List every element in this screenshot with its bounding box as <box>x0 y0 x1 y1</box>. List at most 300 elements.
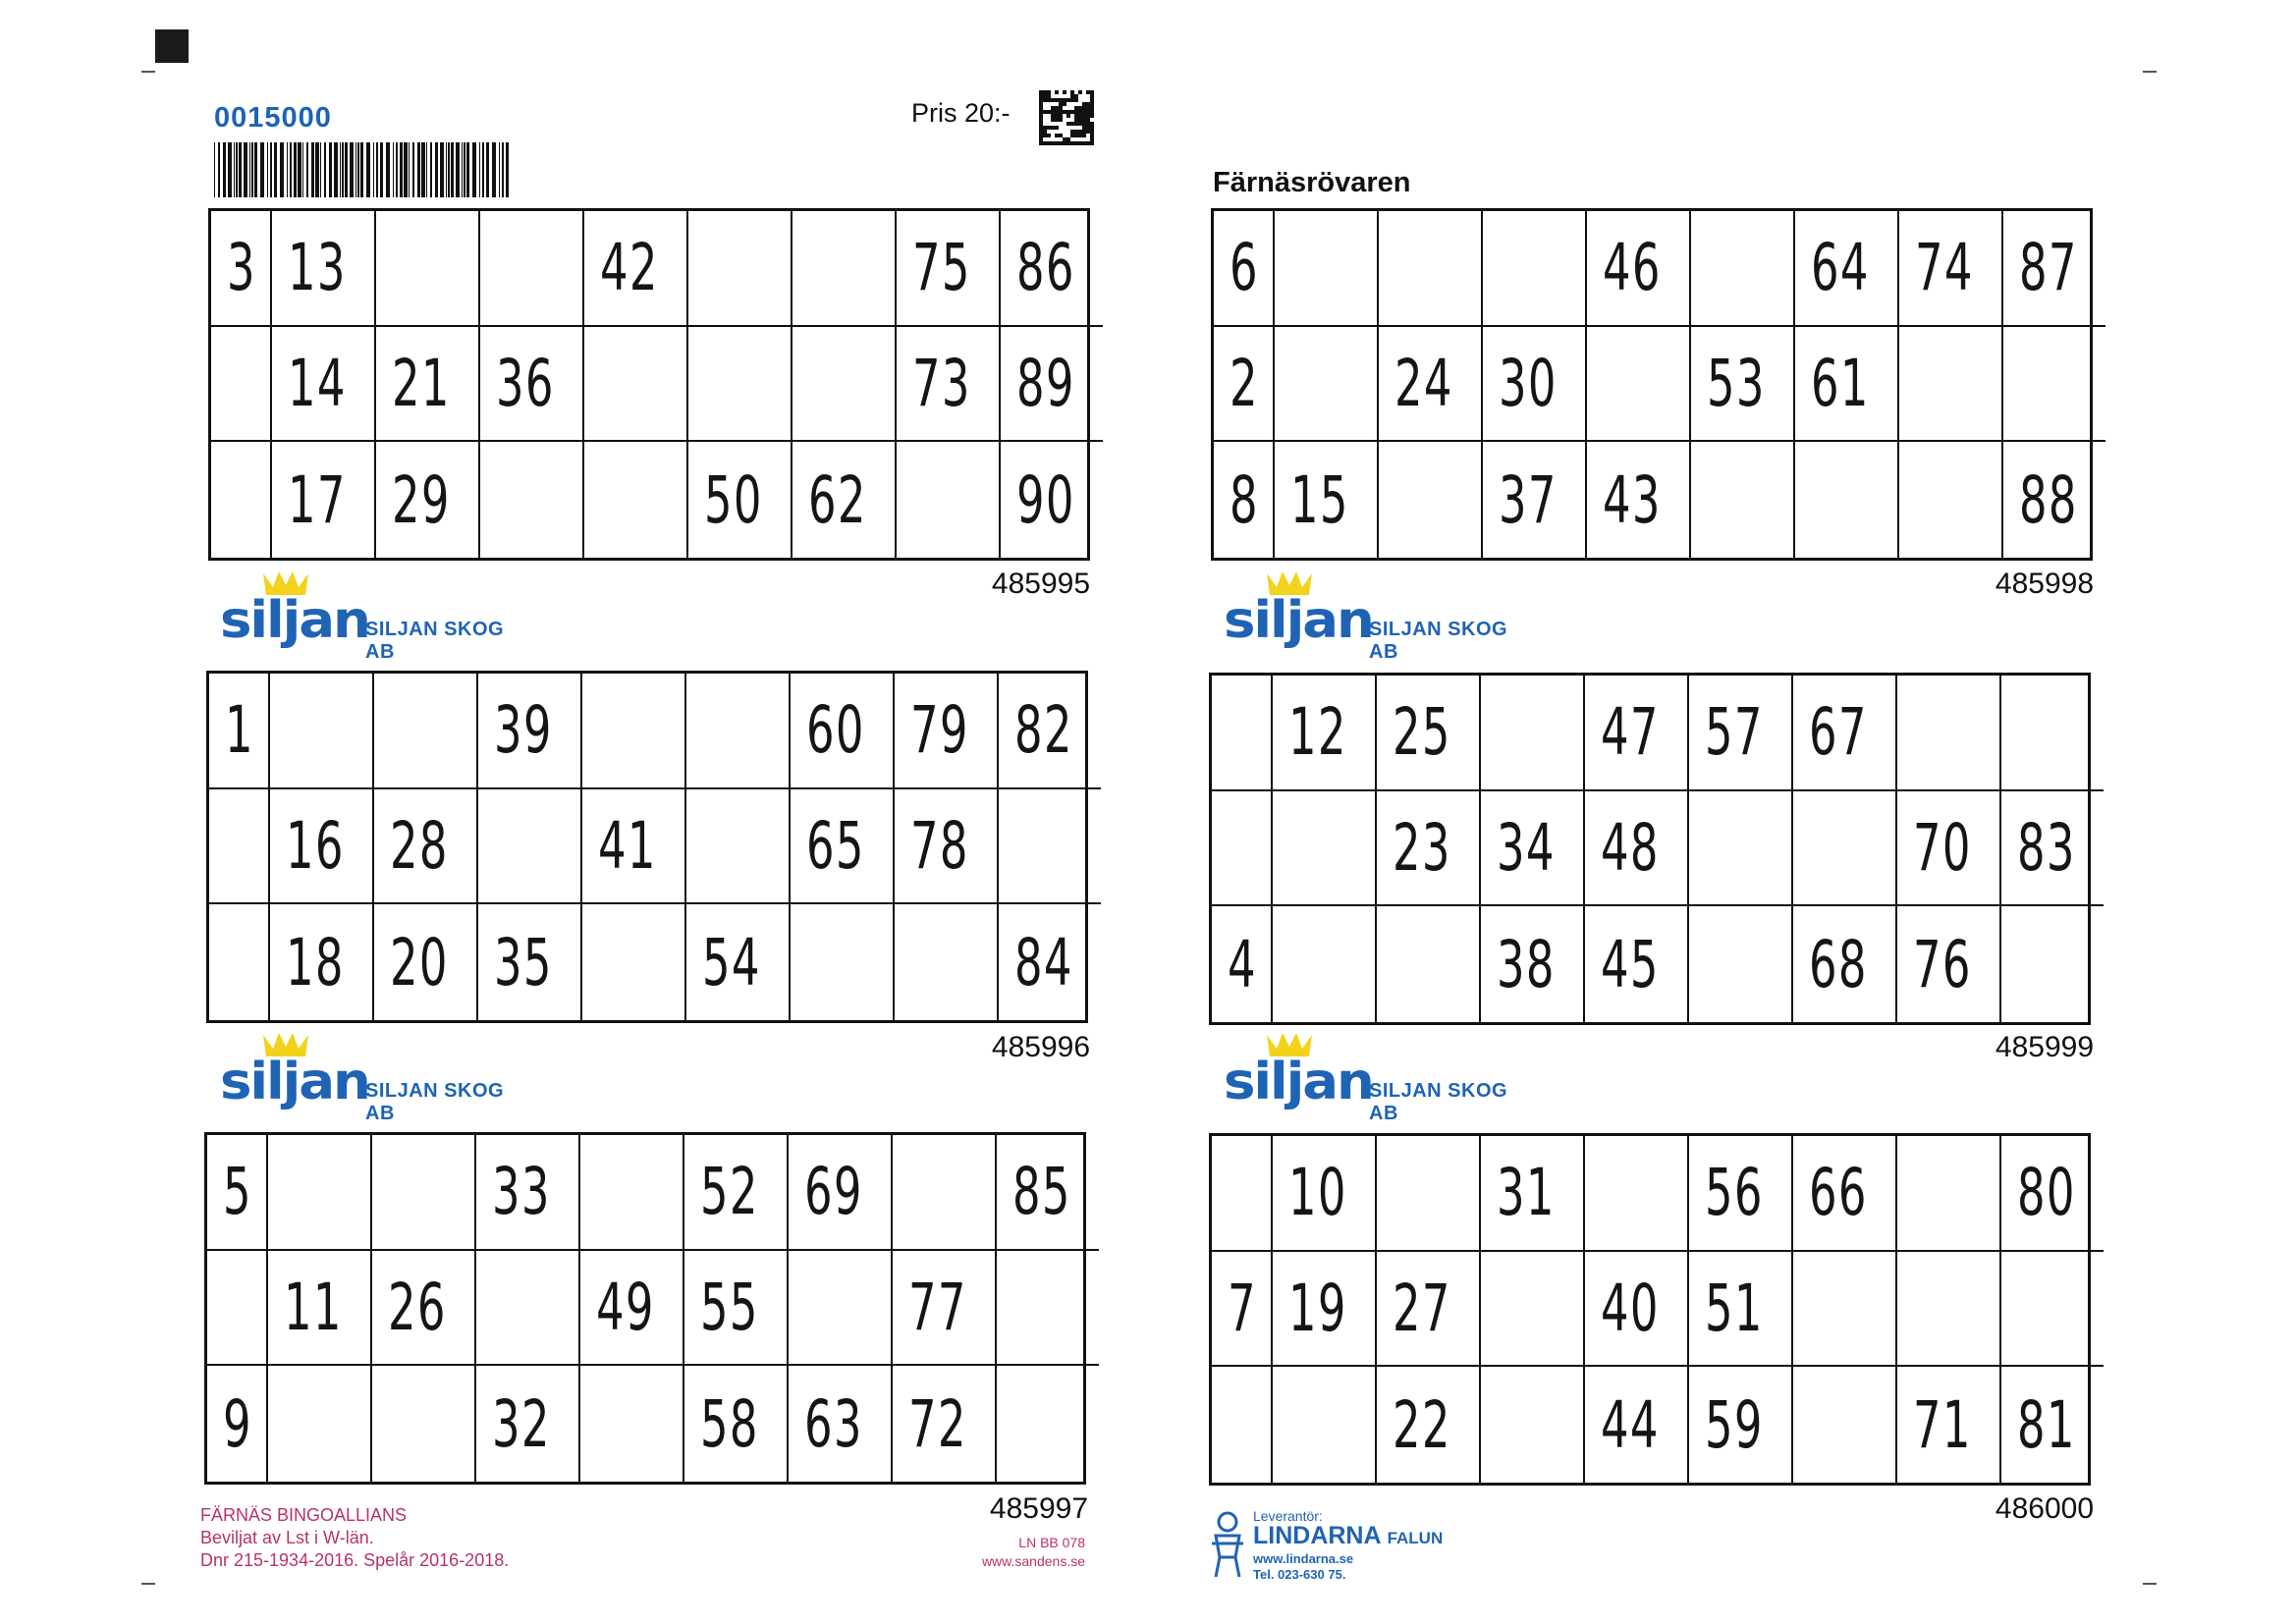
bingo-cell <box>1273 1367 1377 1483</box>
bingo-number: 1 <box>225 692 254 769</box>
bingo-number: 27 <box>1392 1270 1451 1346</box>
logo-subtitle: SILJAN SKOG AB <box>1369 619 1508 663</box>
bingo-number: 2 <box>1230 345 1259 421</box>
bingo-cell <box>211 211 272 327</box>
bingo-cell <box>893 1135 997 1251</box>
bingo-number: 57 <box>1704 694 1764 771</box>
bingo-cell <box>1214 327 1275 443</box>
margin-tick <box>2143 71 2157 73</box>
bingo-cell <box>207 1366 268 1482</box>
bingo-number: 41 <box>597 807 657 884</box>
bingo-number: 68 <box>1808 926 1868 1002</box>
bingo-number: 47 <box>1600 694 1660 771</box>
bingo-number: 10 <box>1288 1155 1347 1231</box>
bingo-cell <box>2003 442 2105 558</box>
footer-approval-text <box>200 1504 509 1572</box>
bingo-number: 14 <box>288 345 347 421</box>
bingo-cell <box>793 327 897 443</box>
footer-approval: Beviljat av Lst i W-län. <box>200 1528 374 1547</box>
bingo-cell <box>1481 906 1585 1022</box>
bingo-cell <box>1273 1136 1377 1252</box>
printer-website: www.sandens.se <box>981 1553 1085 1569</box>
logo-wordmark: siljan <box>1224 1053 1373 1111</box>
bingo-number: 43 <box>1602 461 1662 538</box>
bingo-cell <box>480 211 584 327</box>
bingo-cell <box>1275 442 1379 558</box>
bingo-number: 59 <box>1704 1386 1764 1463</box>
bingo-cell <box>688 211 793 327</box>
bingo-cell <box>1483 211 1587 327</box>
bingo-cell <box>1587 442 1691 558</box>
bingo-cell <box>1585 1136 1689 1252</box>
bingo-cell <box>1273 906 1377 1022</box>
bingo-number: 20 <box>389 924 449 1001</box>
bingo-cell <box>1691 327 1795 443</box>
bingo-cell <box>1212 1252 1273 1368</box>
bingo-number: 74 <box>1914 230 1974 306</box>
bingo-cell <box>1897 1367 2001 1483</box>
bingo-cell <box>582 674 686 789</box>
bingo-cell <box>688 327 793 443</box>
bingo-cell <box>997 1135 1099 1251</box>
bingo-cell <box>374 904 478 1020</box>
ticket-number: 485995 <box>991 568 1090 600</box>
bingo-cell <box>793 211 897 327</box>
bingo-number: 22 <box>1392 1386 1451 1463</box>
bingo-cell <box>209 789 270 905</box>
bingo-cell <box>584 442 688 558</box>
datamatrix-code <box>1039 90 1094 145</box>
supplier-name <box>1253 1522 1443 1550</box>
bingo-cell <box>1585 906 1689 1022</box>
bingo-cell <box>1275 327 1379 443</box>
bingo-cell <box>372 1135 476 1251</box>
bingo-cell <box>478 674 582 789</box>
bingo-cell <box>1001 211 1103 327</box>
bingo-cell <box>1212 1136 1273 1252</box>
bingo-cell <box>376 327 480 443</box>
bingo-cell <box>1379 211 1483 327</box>
bingo-cell <box>1795 442 1899 558</box>
bingo-cell <box>2001 791 2104 907</box>
bingo-number: 24 <box>1394 345 1453 421</box>
bingo-number: 71 <box>1912 1386 1972 1463</box>
bingo-number: 51 <box>1704 1270 1764 1346</box>
bingo-number: 8 <box>1230 461 1259 538</box>
bingo-cell <box>1689 676 1793 791</box>
bingo-cell <box>480 327 584 443</box>
bingo-number: 11 <box>284 1269 343 1345</box>
bingo-cell <box>2001 1252 2104 1368</box>
bingo-cell <box>1481 791 1585 907</box>
bingo-cell <box>480 442 584 558</box>
bingo-number: 9 <box>223 1385 252 1462</box>
bingo-cell <box>997 1251 1099 1367</box>
supplier-website: www.lindarna.se <box>1253 1551 1354 1566</box>
bingo-number: 66 <box>1808 1155 1868 1231</box>
bingo-number: 3 <box>227 230 256 306</box>
bingo-cell <box>1585 791 1689 907</box>
bingo-cell <box>376 211 480 327</box>
bingo-cell <box>211 442 272 558</box>
bingo-number: 87 <box>2018 230 2078 306</box>
bingo-number: 63 <box>803 1385 863 1462</box>
supplier-brand: LINDARNA <box>1253 1522 1381 1549</box>
bingo-cell <box>895 904 999 1020</box>
bingo-number: 49 <box>595 1269 655 1345</box>
bingo-cell <box>684 1251 789 1367</box>
bingo-number: 78 <box>909 807 969 884</box>
bingo-cell <box>1273 791 1377 907</box>
margin-tick <box>141 1583 155 1585</box>
bingo-number: 23 <box>1392 809 1451 886</box>
supplier-phone: Tel. 023-630 75. <box>1253 1567 1346 1582</box>
bingo-ticket-grid <box>204 1132 1086 1485</box>
bingo-number: 55 <box>699 1269 759 1345</box>
bingo-cell <box>684 1366 789 1482</box>
bingo-cell <box>270 789 374 905</box>
bingo-cell <box>582 904 686 1020</box>
bingo-cell <box>1793 906 1897 1022</box>
bingo-number: 50 <box>703 461 763 538</box>
bingo-number: 77 <box>907 1269 967 1345</box>
bingo-cell <box>476 1135 580 1251</box>
bingo-cell <box>1587 327 1691 443</box>
bingo-number: 7 <box>1228 1270 1257 1346</box>
serial-number: 0015000 <box>214 102 332 134</box>
game-title: Färnäsrövaren <box>1213 167 1411 198</box>
bingo-cell <box>2001 1136 2104 1252</box>
bingo-cell <box>1275 211 1379 327</box>
bingo-cell <box>268 1135 372 1251</box>
bingo-number: 56 <box>1704 1155 1764 1231</box>
bingo-cell <box>1897 676 2001 791</box>
bingo-cell <box>1377 791 1481 907</box>
bingo-number: 36 <box>495 345 555 421</box>
bingo-cell <box>1689 906 1793 1022</box>
bingo-cell <box>268 1366 372 1482</box>
logo-subtitle: SILJAN SKOG AB <box>365 1080 505 1124</box>
bingo-cell <box>580 1251 684 1367</box>
bingo-number: 65 <box>805 807 865 884</box>
supplier-mascot-icon <box>1210 1510 1245 1579</box>
bingo-cell <box>1379 327 1483 443</box>
bingo-number: 6 <box>1230 230 1259 306</box>
bingo-cell <box>372 1251 476 1367</box>
bingo-number: 75 <box>911 230 971 306</box>
bingo-cell <box>580 1135 684 1251</box>
bingo-cell <box>1377 906 1481 1022</box>
bingo-cell <box>1795 211 1899 327</box>
bingo-cell <box>791 789 895 905</box>
bingo-cell <box>999 904 1101 1020</box>
supplier-logo <box>1210 1508 1465 1583</box>
siljan-logo <box>220 569 534 663</box>
bingo-cell <box>1481 1252 1585 1368</box>
bingo-ticket-grid <box>1209 673 2091 1025</box>
bingo-cell <box>582 789 686 905</box>
bingo-number: 44 <box>1600 1386 1660 1463</box>
bingo-cell <box>2001 906 2104 1022</box>
bingo-cell <box>997 1366 1099 1482</box>
bingo-cell <box>1585 1367 1689 1483</box>
bingo-number: 60 <box>805 692 865 769</box>
bingo-cell <box>1483 442 1587 558</box>
bingo-cell <box>1691 211 1795 327</box>
bingo-cell <box>686 789 791 905</box>
bingo-number: 16 <box>286 807 345 884</box>
bingo-number: 46 <box>1602 230 1662 306</box>
bingo-number: 89 <box>1015 345 1075 421</box>
bingo-cell <box>478 789 582 905</box>
bingo-cell <box>1795 327 1899 443</box>
bingo-cell <box>476 1251 580 1367</box>
bingo-cell <box>893 1366 997 1482</box>
bingo-number: 67 <box>1808 694 1868 771</box>
bingo-number: 31 <box>1496 1155 1556 1231</box>
bingo-cell <box>372 1366 476 1482</box>
ticket-number: 485996 <box>991 1031 1090 1063</box>
bingo-number: 25 <box>1392 694 1451 771</box>
logo-wordmark: siljan <box>220 1053 369 1111</box>
bingo-cell <box>1481 1367 1585 1483</box>
bingo-cell <box>1379 442 1483 558</box>
bingo-number: 33 <box>491 1154 551 1230</box>
bingo-cell <box>1587 211 1691 327</box>
bingo-number: 38 <box>1496 926 1556 1002</box>
bingo-cell <box>272 211 376 327</box>
bingo-number: 5 <box>223 1154 252 1230</box>
bingo-number: 34 <box>1496 809 1556 886</box>
logo-wordmark: siljan <box>1224 591 1373 650</box>
footer-org: FÄRNÄS BINGOALLIANS <box>200 1505 408 1525</box>
bingo-cell <box>209 674 270 789</box>
bingo-number: 40 <box>1600 1270 1660 1346</box>
bingo-cell <box>272 327 376 443</box>
siljan-logo <box>220 1031 534 1124</box>
bingo-number: 21 <box>391 345 451 421</box>
bingo-cell <box>791 904 895 1020</box>
bingo-cell <box>268 1251 372 1367</box>
bingo-number: 54 <box>701 924 761 1001</box>
bingo-number: 81 <box>2016 1386 2076 1463</box>
bingo-number: 19 <box>1288 1270 1347 1346</box>
bingo-number: 15 <box>1290 461 1349 538</box>
bingo-cell <box>580 1366 684 1482</box>
bingo-number: 62 <box>807 461 867 538</box>
bingo-cell <box>1001 327 1103 443</box>
bingo-cell <box>1377 676 1481 791</box>
bingo-cell <box>1793 1136 1897 1252</box>
ticket-number: 485998 <box>1995 568 2094 600</box>
bingo-cell <box>999 789 1101 905</box>
logo-subtitle: SILJAN SKOG AB <box>1369 1080 1508 1124</box>
bingo-number: 70 <box>1912 809 1972 886</box>
bingo-number: 86 <box>1015 230 1075 306</box>
logo-subtitle: SILJAN SKOG AB <box>365 619 505 663</box>
bingo-number: 45 <box>1600 926 1660 1002</box>
bingo-number: 12 <box>1288 694 1347 771</box>
bingo-cell <box>1793 1252 1897 1368</box>
bingo-number: 85 <box>1011 1154 1071 1230</box>
ticket-number: 486000 <box>1995 1492 2094 1525</box>
bingo-cell <box>897 211 1001 327</box>
siljan-logo <box>1224 569 1538 663</box>
bingo-cell <box>789 1251 893 1367</box>
bingo-cell <box>686 674 791 789</box>
bingo-cell <box>374 789 478 905</box>
bingo-number: 4 <box>1228 926 1257 1002</box>
footer-dnr: Dnr 215-1934-2016. Spelår 2016-2018. <box>200 1550 510 1570</box>
margin-tick <box>141 71 155 73</box>
bingo-number: 90 <box>1015 461 1075 538</box>
bingo-number: 82 <box>1013 692 1073 769</box>
bingo-cell <box>686 904 791 1020</box>
bingo-number: 72 <box>907 1385 967 1462</box>
bingo-number: 53 <box>1706 345 1766 421</box>
bingo-cell <box>1899 211 2003 327</box>
bingo-number: 79 <box>909 692 969 769</box>
margin-tick <box>2143 1583 2157 1585</box>
bingo-cell <box>1481 676 1585 791</box>
bingo-cell <box>1377 1367 1481 1483</box>
bingo-cell <box>270 904 374 1020</box>
price-label: Pris 20:- <box>911 98 1011 128</box>
bingo-ticket-grid <box>208 208 1090 561</box>
bingo-cell <box>2001 676 2104 791</box>
bingo-cell <box>374 674 478 789</box>
bingo-ticket-grid <box>1209 1133 2091 1486</box>
bingo-cell <box>1689 1136 1793 1252</box>
bingo-cell <box>1212 906 1273 1022</box>
bingo-cell <box>1897 1136 2001 1252</box>
bingo-cell <box>789 1135 893 1251</box>
bingo-number: 29 <box>391 461 451 538</box>
bingo-cell <box>1691 442 1795 558</box>
bingo-cell <box>793 442 897 558</box>
bingo-number: 58 <box>699 1385 759 1462</box>
bingo-cell <box>2003 211 2105 327</box>
bingo-number: 69 <box>803 1154 863 1230</box>
bingo-cell <box>897 327 1001 443</box>
bingo-cell <box>1212 791 1273 907</box>
printer-code: LN BB 078 <box>1018 1535 1085 1550</box>
bingo-cell <box>684 1135 789 1251</box>
bingo-cell <box>272 442 376 558</box>
logo-wordmark: siljan <box>220 591 369 650</box>
bingo-cell <box>209 904 270 1020</box>
bingo-cell <box>1793 791 1897 907</box>
bingo-cell <box>270 674 374 789</box>
bingo-cell <box>789 1366 893 1482</box>
bingo-cell <box>1273 676 1377 791</box>
bingo-cell <box>2003 327 2105 443</box>
bingo-number: 30 <box>1498 345 1558 421</box>
bingo-cell <box>1585 676 1689 791</box>
bingo-cell <box>584 327 688 443</box>
bingo-cell <box>893 1251 997 1367</box>
bingo-cell <box>895 674 999 789</box>
bingo-cell <box>1481 1136 1585 1252</box>
bingo-cell <box>2001 1367 2104 1483</box>
registration-mark <box>155 29 189 63</box>
bingo-number: 48 <box>1600 809 1660 886</box>
bingo-number: 73 <box>911 345 971 421</box>
bingo-cell <box>1001 442 1103 558</box>
bingo-cell <box>1483 327 1587 443</box>
bingo-cell <box>478 904 582 1020</box>
bingo-cell <box>1214 442 1275 558</box>
bingo-cell <box>1897 791 2001 907</box>
bingo-ticket-grid <box>206 671 1088 1023</box>
bingo-cell <box>584 211 688 327</box>
printer-info <box>943 1534 1085 1571</box>
supplier-city: FALUN <box>1387 1529 1444 1547</box>
bingo-cell <box>476 1366 580 1482</box>
bingo-number: 83 <box>2016 809 2076 886</box>
bingo-cell <box>1212 676 1273 791</box>
bingo-cell <box>1897 906 2001 1022</box>
bingo-number: 26 <box>387 1269 447 1345</box>
bingo-number: 39 <box>493 692 553 769</box>
bingo-number: 52 <box>699 1154 759 1230</box>
bingo-number: 17 <box>288 461 347 538</box>
bingo-cell <box>211 327 272 443</box>
bingo-cell <box>1585 1252 1689 1368</box>
bingo-cell <box>1793 676 1897 791</box>
bingo-cell <box>1377 1136 1481 1252</box>
bingo-cell <box>895 789 999 905</box>
bingo-number: 32 <box>491 1385 551 1462</box>
bingo-cell <box>791 674 895 789</box>
bingo-cell <box>376 442 480 558</box>
bingo-number: 88 <box>2018 461 2078 538</box>
bingo-number: 61 <box>1810 345 1870 421</box>
bingo-cell <box>1793 1367 1897 1483</box>
supplier-label: Leverantör: <box>1253 1508 1323 1524</box>
bingo-cell <box>1212 1367 1273 1483</box>
bingo-cell <box>897 442 1001 558</box>
bingo-cell <box>1273 1252 1377 1368</box>
ticket-number: 485997 <box>989 1492 1088 1525</box>
bingo-number: 84 <box>1013 924 1073 1001</box>
bingo-number: 76 <box>1912 926 1972 1002</box>
bingo-number: 80 <box>2016 1155 2076 1231</box>
bingo-cell <box>1689 1252 1793 1368</box>
bingo-cell <box>1689 1367 1793 1483</box>
bingo-number: 18 <box>286 924 345 1001</box>
bingo-number: 42 <box>599 230 659 306</box>
bingo-cell <box>688 442 793 558</box>
barcode <box>214 142 511 197</box>
bingo-cell <box>1899 327 2003 443</box>
bingo-cell <box>1897 1252 2001 1368</box>
bingo-number: 64 <box>1810 230 1870 306</box>
bingo-cell <box>1214 211 1275 327</box>
bingo-cell <box>1377 1252 1481 1368</box>
bingo-number: 35 <box>493 924 553 1001</box>
bingo-cell <box>207 1135 268 1251</box>
bingo-cell <box>999 674 1101 789</box>
bingo-number: 28 <box>389 807 449 884</box>
siljan-logo <box>1224 1031 1538 1124</box>
bingo-number: 13 <box>288 230 347 306</box>
bingo-number: 37 <box>1498 461 1558 538</box>
bingo-cell <box>207 1251 268 1367</box>
ticket-number: 485999 <box>1995 1031 2094 1063</box>
bingo-cell <box>1899 442 2003 558</box>
bingo-cell <box>1689 791 1793 907</box>
